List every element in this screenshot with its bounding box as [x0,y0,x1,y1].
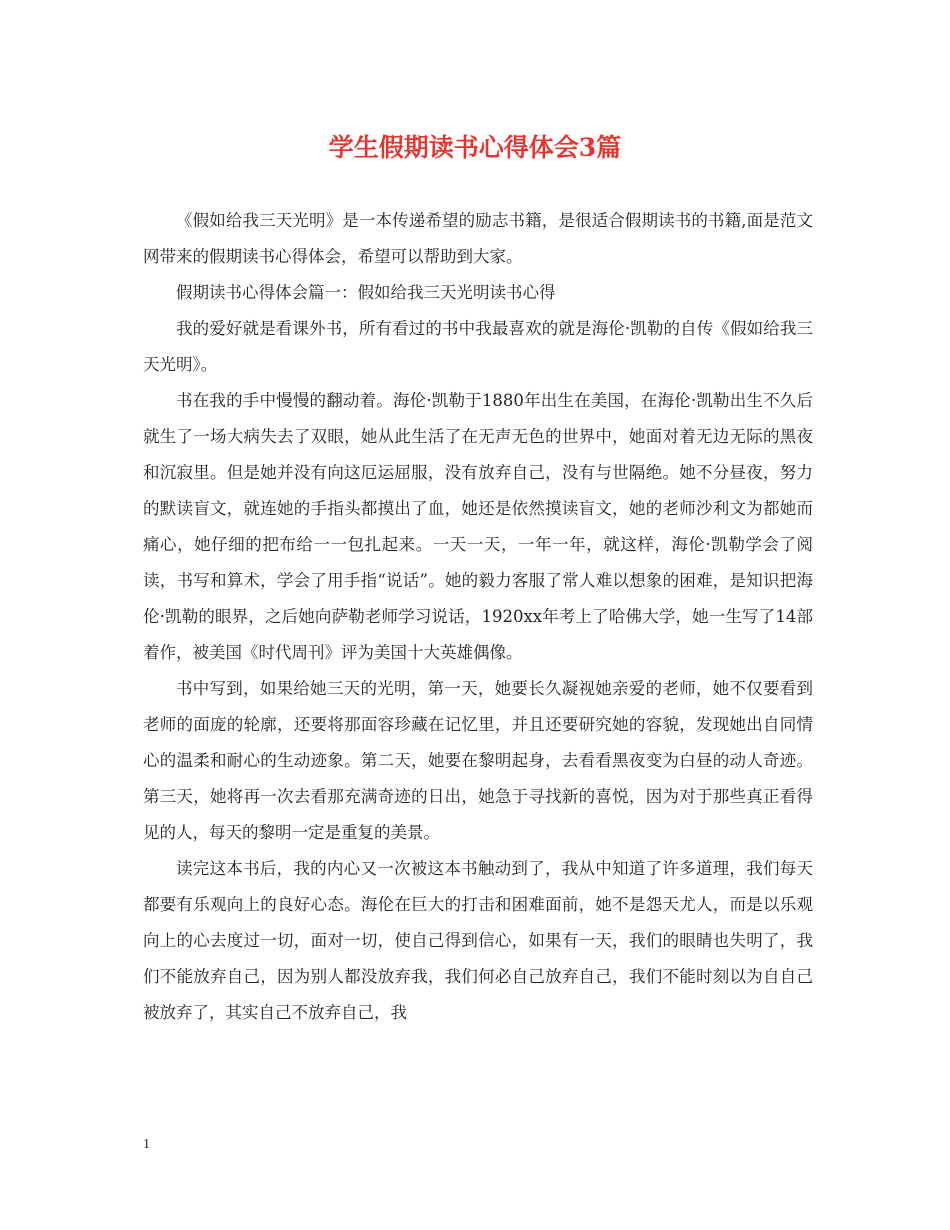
paragraph: 书在我的手中慢慢的翻动着。海伦·凯勒于1880年出生在美国，在海伦·凯勒出生不久后就生了一场大病失去了双眼，她从此生活了在无声无色的世界中，她面对着无边无际的黑夜和沉寂里。但是她并没有向这厄运屈服，没有放弃自己，没有与世隔绝。她不分昼夜，努力的默读盲文，就连她的手指头都摸出了血，她还是依然摸读盲文，她的老师沙利文为都她而痛心，她仔细的把布给一一包扎起来。一天一天，一年一年，就这样，海伦·凯勒学会了阅读，书写和算术，学会了用手指“说话”。她的毅力客服了常人难以想象的困难，是知识把海伦·凯勒的眼界，之后她向萨勒老师学习说话，1920xx年考上了哈佛大学，她一生写了14部着作，被美国《时代周刊》评为美国十大英雄偶像。 [143,391,813,662]
paragraph: 读完这本书后，我的内心又一次被这本书触动到了，我从中知道了许多道理，我们每天都要有乐观向上的良好心态。海伦在巨大的打击和困难面前，她不是怨天尤人，而是以乐观向上的心去度过一切，面对一切，使自己得到信心，如果有一天，我们的眼睛也失明了，我们不能放弃自己，因为别人都没放弃我，我们何必自己放弃自己，我们不能时刻以为自自己被放弃了，其实自己不放弃自己，我 [143,859,813,1022]
section-heading: 假期读书心得体会篇一：假如给我三天光明读书心得 [176,283,556,302]
document-body [143,203,813,1031]
page-number: 1 [143,1137,150,1152]
paragraph: 书中写到，如果给她三天的光明，第一天，她要长久凝视她亲爱的老师，她不仅要看到老师的面庞的轮廓，还要将那面容珍藏在记忆里，并且还要研究她的容貌，发现她出自同情心的温柔和耐心的生动迹象。第二天，她要在黎明起身，去看看黑夜变为白昼的动人奇迹。第三天，她将再一次去看那充满奇迹的日出，她急于寻找新的喜悦，因为对于那些真正看得见的人，每天的黎明一定是重复的美景。 [143,679,813,842]
paragraph: 我的爱好就是看课外书，所有看过的书中我最喜欢的就是海伦·凯勒的自传《假如给我三天光明》。 [143,319,813,374]
paragraph-intro: 《假如给我三天光明》是一本传递希望的励志书籍，是很适合假期读书的书籍,面是范文网带来的假期读书心得体会，希望可以帮助到大家。 [143,211,813,266]
document-title: 学生假期读书心得体会3篇 [328,133,622,162]
